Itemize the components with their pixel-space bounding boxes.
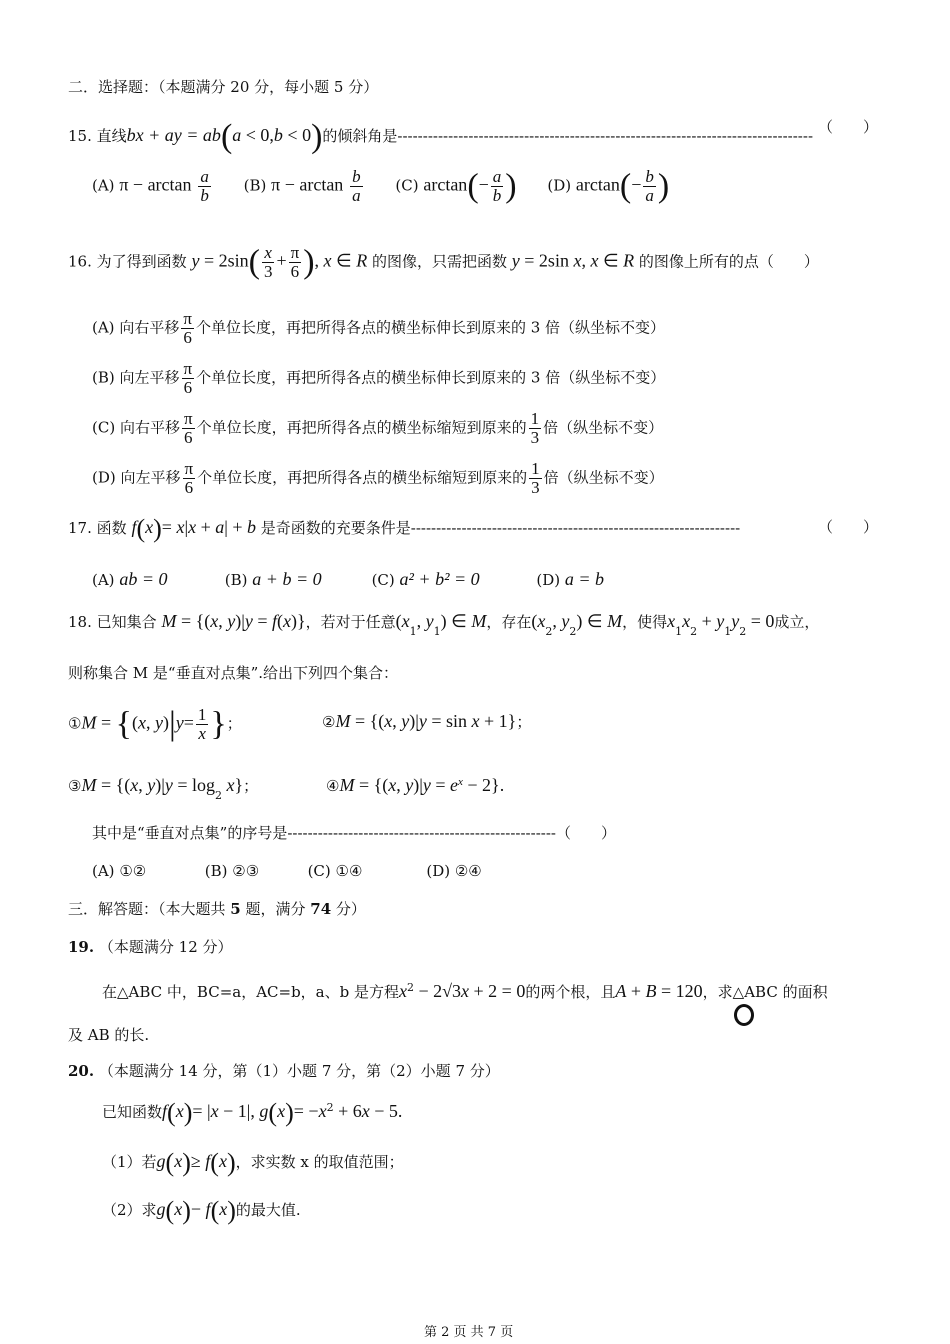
question-15-stem: 15. 直线bx + ay = ab(a < 0,b < 0)的倾斜角是---------------------------------------------------------------------------------- xyxy=(68,118,814,155)
question-18-line2: 则称集合 M 是“垂直对点集”.给出下列四个集合： xyxy=(68,664,399,682)
option-c: (C) arctan(− $\frac{a}{b}$ ) xyxy=(395,167,517,205)
option-a: (A) ab = 0 xyxy=(92,569,168,589)
question-19-body-2: 及 AB 的长. xyxy=(68,1026,150,1044)
question-19-header: 19. （本题满分 12 分） xyxy=(68,938,233,956)
question-17-stem: 17. 函数 f(x)= x|x + a| + b 是奇函数的充要条件是----------------------------------------------------------------- xyxy=(68,514,741,543)
set-1: ①M = {(x, y)|y= $\frac{1}{x}$ }； xyxy=(68,705,242,743)
option-b: (B) ②③ xyxy=(204,862,260,880)
option-b: (B) π − arctan $\frac{b}{a}$ xyxy=(243,167,361,205)
question-19-body: 在△ABC 中，BC=a，AC=b，a、b 是方程$x^2 - 2√3x + 2 = 0$的两个根，且A + B = 120，求△ABC 的面积 xyxy=(102,981,828,1001)
set-4: ④M = {(x, $y)|y = e^x - 2$}. xyxy=(326,775,505,795)
option-d: (D) ②④ xyxy=(426,862,482,880)
section-heading: 三．解答题：（本大题共 5 题，满分 74 分） xyxy=(68,900,366,918)
question-18-stem: 18. 已知集合 M = {(x, y)|y = f(x)}，若对于任意($x_1$, $y_1$) ∈ M，存在($x_2$, $y_2$) ∈ M，使得$x_1x_2 + y_1y_2 = 0$成立， xyxy=(68,611,820,638)
degree-circle-mark xyxy=(734,1004,754,1026)
question-18-ask: 其中是“垂直对点集”的序号是-----------------------------------------------------（ ） xyxy=(92,824,616,842)
option-c: (C) a² + b² = 0 xyxy=(371,569,480,589)
answer-paren: （ ） xyxy=(818,118,879,136)
option-b: (B) a + b = 0 xyxy=(224,569,322,589)
question-16-option-d: (D) 向左平移 $\frac{\pi}{6}$ 个单位长度，再把所得各点的横坐标缩短到原来的 $\frac{1}{3}$ 倍（纵坐标不变） xyxy=(92,459,664,497)
question-20-part-1: （1）若g(x)≥ f(x)，求实数 x 的取值范围； xyxy=(102,1148,404,1177)
question-20-part-2: （2）求g(x)− f(x)的最大值. xyxy=(102,1196,301,1225)
page-footer: 第 2 页 共 7 页 xyxy=(424,1325,514,1340)
set-2: ②M = {(x, y)|y = sin x + 1}； xyxy=(322,711,532,731)
question-17-options xyxy=(92,570,604,588)
option-c: (C) ①④ xyxy=(307,862,363,880)
question-16-option-a: (A) 向右平移 $\frac{\pi}{6}$ 个单位长度，再把所得各点的横坐标伸长到原来的 3 倍（纵坐标不变） xyxy=(92,309,666,347)
answer-paren: （ ） xyxy=(818,518,879,536)
set-3: ③M = {(x, $y)|y = \log_2 x$}； xyxy=(68,775,259,802)
option-a: (A) π − arctan $\frac{a}{b}$ xyxy=(92,167,209,205)
question-20-given: 已知函数f(x)= |x − 1|, $g(x)= -x^2 + 6x - 5$. xyxy=(102,1098,403,1127)
question-20-header: 20. （本题满分 14 分，第（1）小题 7 分，第（2）小题 7 分） xyxy=(68,1062,500,1080)
question-15-options xyxy=(92,168,669,205)
option-d: (D) a = b xyxy=(536,569,605,589)
question-18-options xyxy=(92,864,482,879)
section-heading: 二．选择题：（本题满分 20 分，每小题 5 分） xyxy=(68,78,379,96)
question-16-stem: 16. 为了得到函数 y = 2sin( $\frac{x}{3}$ + $\frac{\pi}{6}$ ), x ∈ R 的图像，只需把函数 y = 2sin x, x ∈ R 的图像上所有的点（ ） xyxy=(68,243,819,281)
question-16-option-c: (C) 向右平移 $\frac{\pi}{6}$ 个单位长度，再把所得各点的横坐标缩短到原来的 $\frac{1}{3}$ 倍（纵坐标不变） xyxy=(92,409,664,447)
question-number: 15. xyxy=(68,127,92,145)
question-16-option-b: (B) 向左平移 $\frac{\pi}{6}$ 个单位长度，再把所得各点的横坐标伸长到原来的 3 倍（纵坐标不变） xyxy=(92,359,666,397)
option-d: (D) arctan(− $\frac{b}{a}$ ) xyxy=(547,167,670,205)
option-a: (A) ①② xyxy=(92,862,147,880)
